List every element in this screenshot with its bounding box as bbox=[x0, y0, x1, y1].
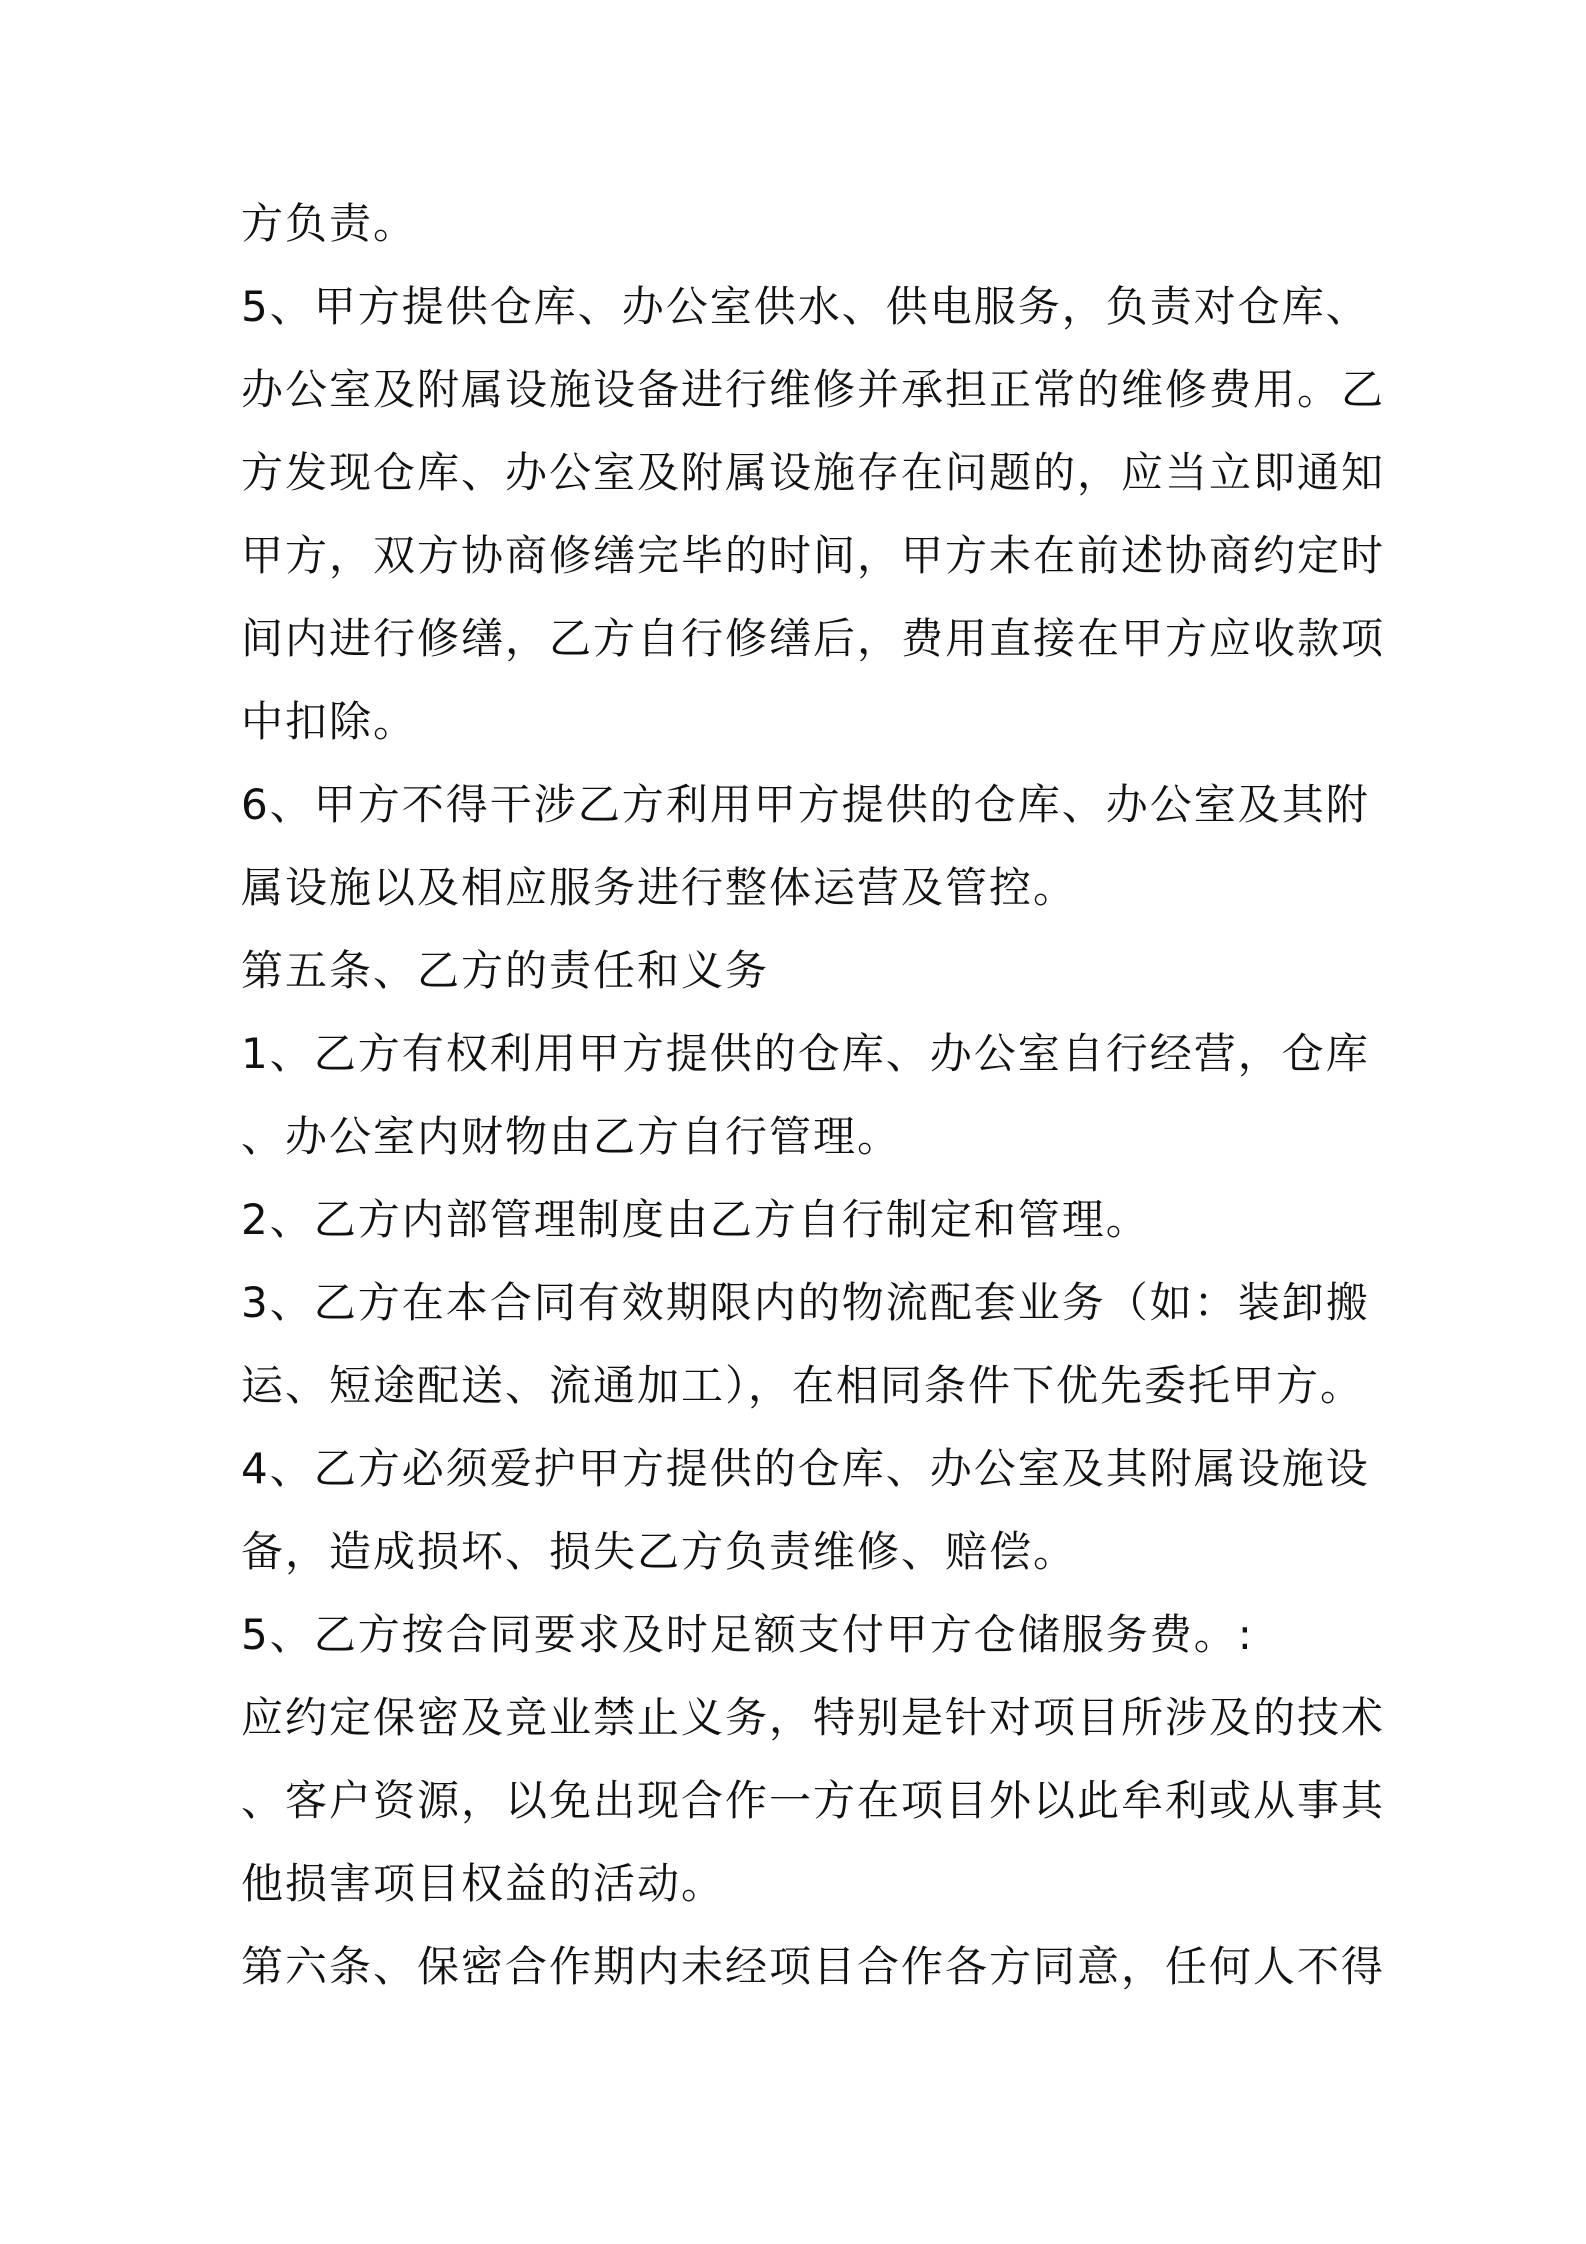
text-line: 6、甲方不得干涉乙方利用甲方提供的仓库、办公室及其附 bbox=[241, 780, 1370, 829]
text-line: 5、乙方按合同要求及时足额支付甲方仓储服务费。: bbox=[241, 1610, 1254, 1659]
text-line: 应约定保密及竞业禁止义务，特别是针对项目所涉及的技术 bbox=[241, 1693, 1386, 1742]
text-line: 甲方，双方协商修缮完毕的时间，甲方未在前述协商约定时 bbox=[241, 531, 1386, 580]
contract-text bbox=[241, 182, 1386, 2008]
text-line: 2、乙方内部管理制度由乙方自行制定和管理。 bbox=[241, 1195, 1150, 1244]
text-line: 备，造成损坏、损失乙方负责维修、赔偿。 bbox=[241, 1527, 1078, 1576]
section-heading: 第五条、乙方的责任和义务 bbox=[241, 946, 770, 995]
text-line: 方发现仓库、办公室及附属设施存在问题的，应当立即通知 bbox=[241, 448, 1386, 497]
text-line: 属设施以及相应服务进行整体运营及管控。 bbox=[241, 863, 1078, 912]
text-line: 1、乙方有权利用甲方提供的仓库、办公室自行经营，仓库 bbox=[241, 1029, 1370, 1078]
text-line: 办公室及附属设施设备进行维修并承担正常的维修费用。乙 bbox=[241, 365, 1386, 414]
text-line: 方负责。 bbox=[241, 199, 418, 248]
text-line: 他损害项目权益的活动。 bbox=[241, 1859, 726, 1908]
text-line: 4、乙方必须爱护甲方提供的仓库、办公室及其附属设施设 bbox=[241, 1444, 1370, 1493]
text-line: 、办公室内财物由乙方自行管理。 bbox=[241, 1112, 902, 1161]
text-line: 3、乙方在本合同有效期限内的物流配套业务（如：装卸搬 bbox=[241, 1278, 1370, 1327]
text-line: 中扣除。 bbox=[241, 697, 418, 746]
text-line: 、客户资源，以免出现合作一方在项目外以此牟利或从事其 bbox=[241, 1776, 1386, 1825]
text-line: 5、甲方提供仓库、办公室供水、供电服务，负责对仓库、 bbox=[241, 282, 1370, 331]
section-heading: 第六条、保密合作期内未经项目合作各方同意，任何人不得 bbox=[241, 1942, 1386, 1991]
text-line: 间内进行修缮，乙方自行修缮后，费用直接在甲方应收款项 bbox=[241, 614, 1386, 663]
text-line: 运、短途配送、流通加工），在相同条件下优先委托甲方。 bbox=[241, 1361, 1365, 1410]
